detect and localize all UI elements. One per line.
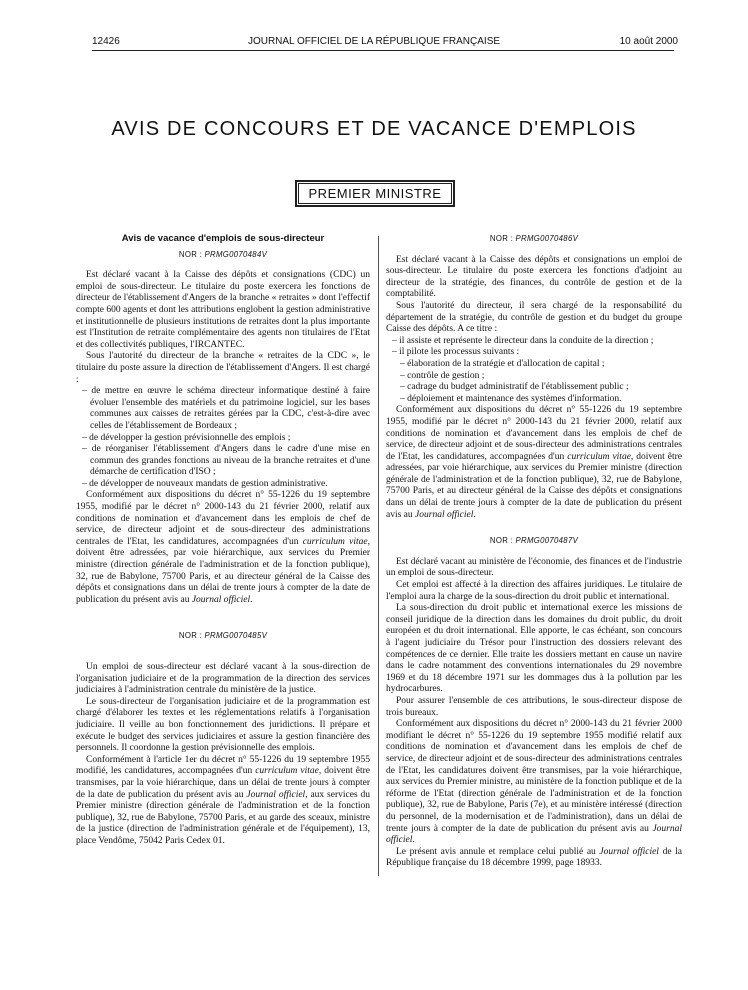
- text-run: .: [412, 835, 415, 846]
- page-number: 12426: [92, 36, 120, 47]
- nor-code: PRMG0070485V: [204, 631, 268, 641]
- left-column: [76, 233, 370, 848]
- text-run: Conformément aux dispositions du décret n° 55-1226 du 19 septembre 1955, modifié par le décret n° 2000-143 du 21 février 2000, relatif aux conditions de nomination et d'avancement dans les emplois de chef de service, de directeur adjoint et de sous-directeur des administrations centrales de l'Etat, les candidatures, accompagnées d'un: [386, 405, 682, 462]
- spacer: [76, 606, 370, 626]
- list-subitem: – élaboration de la stratégie et d'allocation de capital ;: [400, 358, 605, 369]
- spacer: [386, 521, 682, 531]
- text-run: .: [473, 509, 476, 520]
- nor-label: NOR :: [489, 536, 516, 546]
- paragraph: [386, 719, 682, 847]
- ministry-box: [295, 180, 455, 207]
- paragraph: [386, 847, 682, 870]
- italic-text: Journal officiel: [191, 594, 251, 605]
- nor-code: PRMG0070486V: [515, 234, 579, 243]
- header-rule: [92, 50, 674, 51]
- list-subitem: – contrôle de gestion ;: [400, 370, 485, 381]
- list-subitem: – cadrage du budget administratif de l'établissement public ;: [400, 382, 629, 393]
- text-run: , doivent être transmises, par la voie hiérarchique, dans un délai de trente jours à compter de la date de publication du présent avis au: [76, 766, 370, 800]
- paragraph: Est déclaré vacant à la Caisse des dépôts et consignations un emploi de sous-directeur. Le titulaire du poste exercera les fonctions d'adjoint au directeur de la stratégie, des finances, du contrôle de gestion et de la comptabilité.: [386, 254, 682, 300]
- nor-reference: [76, 249, 370, 261]
- nor-code: PRMG0070487V: [515, 536, 579, 546]
- nor-label: NOR :: [178, 631, 205, 641]
- column-divider: [378, 236, 379, 876]
- list-item: – de développer la gestion prévisionnelle des emplois ;: [82, 432, 291, 443]
- text-run: de la République française du 18 décembre 1999, page 18933.: [386, 846, 682, 869]
- italic-text: Journal officiel: [415, 509, 474, 520]
- italic-text: Journal officiel: [246, 789, 306, 800]
- nor-reference: [76, 630, 370, 642]
- paragraph: Un emploi de sous-directeur est déclaré vacant à la sous-direction de l'organisation judiciaire et de la programmation de la direction des services judiciaires à l'administration centrale du ministère de la justice.: [76, 662, 370, 696]
- page-title: AVIS DE CONCOURS ET DE VACANCE D'EMPLOIS: [111, 118, 637, 140]
- nor-reference: [386, 535, 682, 547]
- italic-text: curriculum vitae: [302, 536, 368, 547]
- text-run: Conformément aux dispositions du décret n° 2000-143 du 21 février 2000 modifiant le décret n° 55-1226 du 19 septembre 1955 modifié relatif aux conditions de nomination et d'avancement dans les emplois de chef de service, de directeur adjoint et de sous-directeur des administrations centrales de l'Etat, les candidatures doivent être transmises, par la voie hiérarchique, aux services du Premier ministre, au ministère de la fonction publique et de la réforme de l'Etat (direction générale de l'administration et de la fonction publique), 32, rue de Babylone, Paris (7e), et au ministère intéressé (direction du personnel, de la modernisation et de l'administration), dans un délai de trente jours à compter de la date de publication du présent avis au: [386, 719, 682, 834]
- text-run: Le présent avis annule et remplace celui publié au: [396, 846, 600, 857]
- list-item: – de réorganiser l'établissement d'Angers dans le cadre d'une mise en commun des grandes fonctions au niveau de la branche retraites et d'une démarche de certification d'ISO ;: [82, 444, 370, 478]
- paragraph: Est déclaré vacant au ministère de l'économie, des finances et de l'industrie un emploi de sous-directeur.: [386, 556, 682, 579]
- paragraph: Est déclaré vacant à la Caisse des dépôts et consignations (CDC) un emploi de sous-directeur. Le titulaire du poste exercera les fonctions de directeur de l'établissement d'Angers de la branche « retraites » dont l'effectif compte 600 agents et dont les attributions englobent la gestion administrative et institutionnelle de plusieurs institutions de retraites dont la plus importante est l'Institution de retraite complémentaire des agents non titulaires de l'Etat et des collectivités publiques, l'IRCANTEC.: [76, 270, 370, 350]
- ministry-label: PREMIER MINISTRE: [308, 186, 442, 201]
- text-run: , doivent être adressées, par voie hiérarchique, aux services du Premier ministre (direction générale de l'administration et de la fonction publique), 32, rue de Babylone, 75700 Paris, et au directeur général de la Caisse des dépôts et consignations dans un délai de trente jours à compter de la date de publication du présent avis au: [76, 536, 370, 605]
- italic-text: curriculum vitae: [255, 766, 319, 777]
- journal-title: JOURNAL OFFICIEL DE LA RÉPUBLIQUE FRANÇAISE: [247, 36, 501, 47]
- paragraph: Sous l'autorité du directeur, il sera chargé de la responsabilité du département de la stratégie, du contrôle de gestion et du budget du groupe Caisse des dépôts. A ce titre :: [386, 300, 682, 335]
- nor-code: PRMG0070484V: [204, 249, 268, 259]
- list-subitem: – déploiement et maintenance des systèmes d'information.: [400, 393, 622, 404]
- italic-text: Journal officiel: [599, 846, 659, 857]
- nor-label: NOR :: [178, 249, 205, 259]
- paragraph: [386, 405, 682, 521]
- paragraph: Sous l'autorité du directeur de la branche « retraites de la CDC », le titulaire du poste assure la direction de l'établissement d'Angers. Il est chargé :: [76, 351, 370, 385]
- right-column: [386, 233, 682, 870]
- text-run: , doivent être adressées, par voie hiérarchique, aux services du Premier ministre (direction générale de l'administration et de la fonction publique), 32, rue de Babylone, 75700 Paris, et au directeur général de la Caisse des dépôts et consignations dans un délai de trente jours à compter de la date de publication du présent avis au: [386, 451, 682, 520]
- section-heading: Avis de vacance d'emplois de sous-directeur: [121, 233, 325, 244]
- spacer: [76, 652, 370, 662]
- nor-reference: [386, 233, 682, 245]
- nor-label: NOR :: [489, 234, 516, 243]
- paragraph: Le sous-directeur de l'organisation judiciaire et de la programmation est chargé d'élaborer les textes et les réglementations relatifs à l'organisation judiciaire. Il veille au bon fonctionnement des juridictions. Il prépare et exécute le budget des services judiciaires et assure la gestion financière des personnels. Il coordonne la gestion prévisionnelle des emplois.: [76, 696, 370, 754]
- italic-text: curriculum vitae: [567, 451, 631, 462]
- list-item: – de développer de nouveaux mandats de gestion administrative.: [82, 478, 328, 489]
- list-item: – de mettre en œuvre le schéma directeur informatique destiné à faire évoluer l'ensemble des matériels et du patrimoine logiciel, sur les bases communes aux caisses de retraites gérées par la CDC, c'est-à-dire avec celles de l'établissement de Bordeaux ;: [82, 386, 370, 431]
- text-run: .: [250, 594, 253, 605]
- paragraph: La sous-direction du droit public et international exerce les missions de conseil juridique de la direction dans les domaines du droit public, du droit européen et du droit international. Elle apporte, le cas échéant, son concours à l'agent judiciaire du Trésor pour l'instruction des dossiers relevant des compétences de ce dernier. Elle traite les dossiers mettant en cause un navire dans le cadre notamment des conventions internationales du 29 novembre 1969 et du 18 décembre 1971 sur les dommages dus à la pollution par les hydrocarbures.: [386, 603, 682, 695]
- list-item: – il pilote les processus suivants :: [392, 347, 520, 358]
- paragraph: Pour assurer l'ensemble de ces attributions, le sous-directeur dispose de trois bureaux.: [386, 695, 682, 718]
- text-run: Conformément aux dispositions du décret n° 55-1226 du 19 septembre 1955, modifié par le décret n° 2000-143 du 21 février 2000, relatif aux conditions de nomination et d'avancement dans les emplois de chef de service, de directeur adjoint et de sous-directeur des administrations centrales de l'Etat, les candidatures, accompagnées d'un: [76, 490, 370, 547]
- italic-text: Journal officiel: [386, 823, 682, 846]
- paragraph: [76, 490, 370, 606]
- issue-date: 10 août 2000: [619, 36, 678, 47]
- text-run: Conformément à l'article 1er du décret n° 55-1226 du 19 septembre 1955 modifié, les candidatures, accompagnées d'un: [76, 754, 370, 777]
- paragraph: [76, 755, 370, 848]
- paragraph: Cet emploi est affecté à la direction des affaires juridiques. Le titulaire de l'emploi aura la charge de la sous-direction du droit public et international.: [386, 580, 682, 602]
- text-run: , aux services du Premier ministre (direction générale de l'administration et de la fonction publique), 32, rue de Babylone, 75700 Paris, et au garde des sceaux, ministre de la justice (direction de l'administration générale et de l'équipement), 13, place Vendôme, 75042 Paris Cedex 01.: [76, 789, 370, 846]
- list-item: – il assiste et représente le directeur dans la conduite de la direction ;: [392, 335, 654, 346]
